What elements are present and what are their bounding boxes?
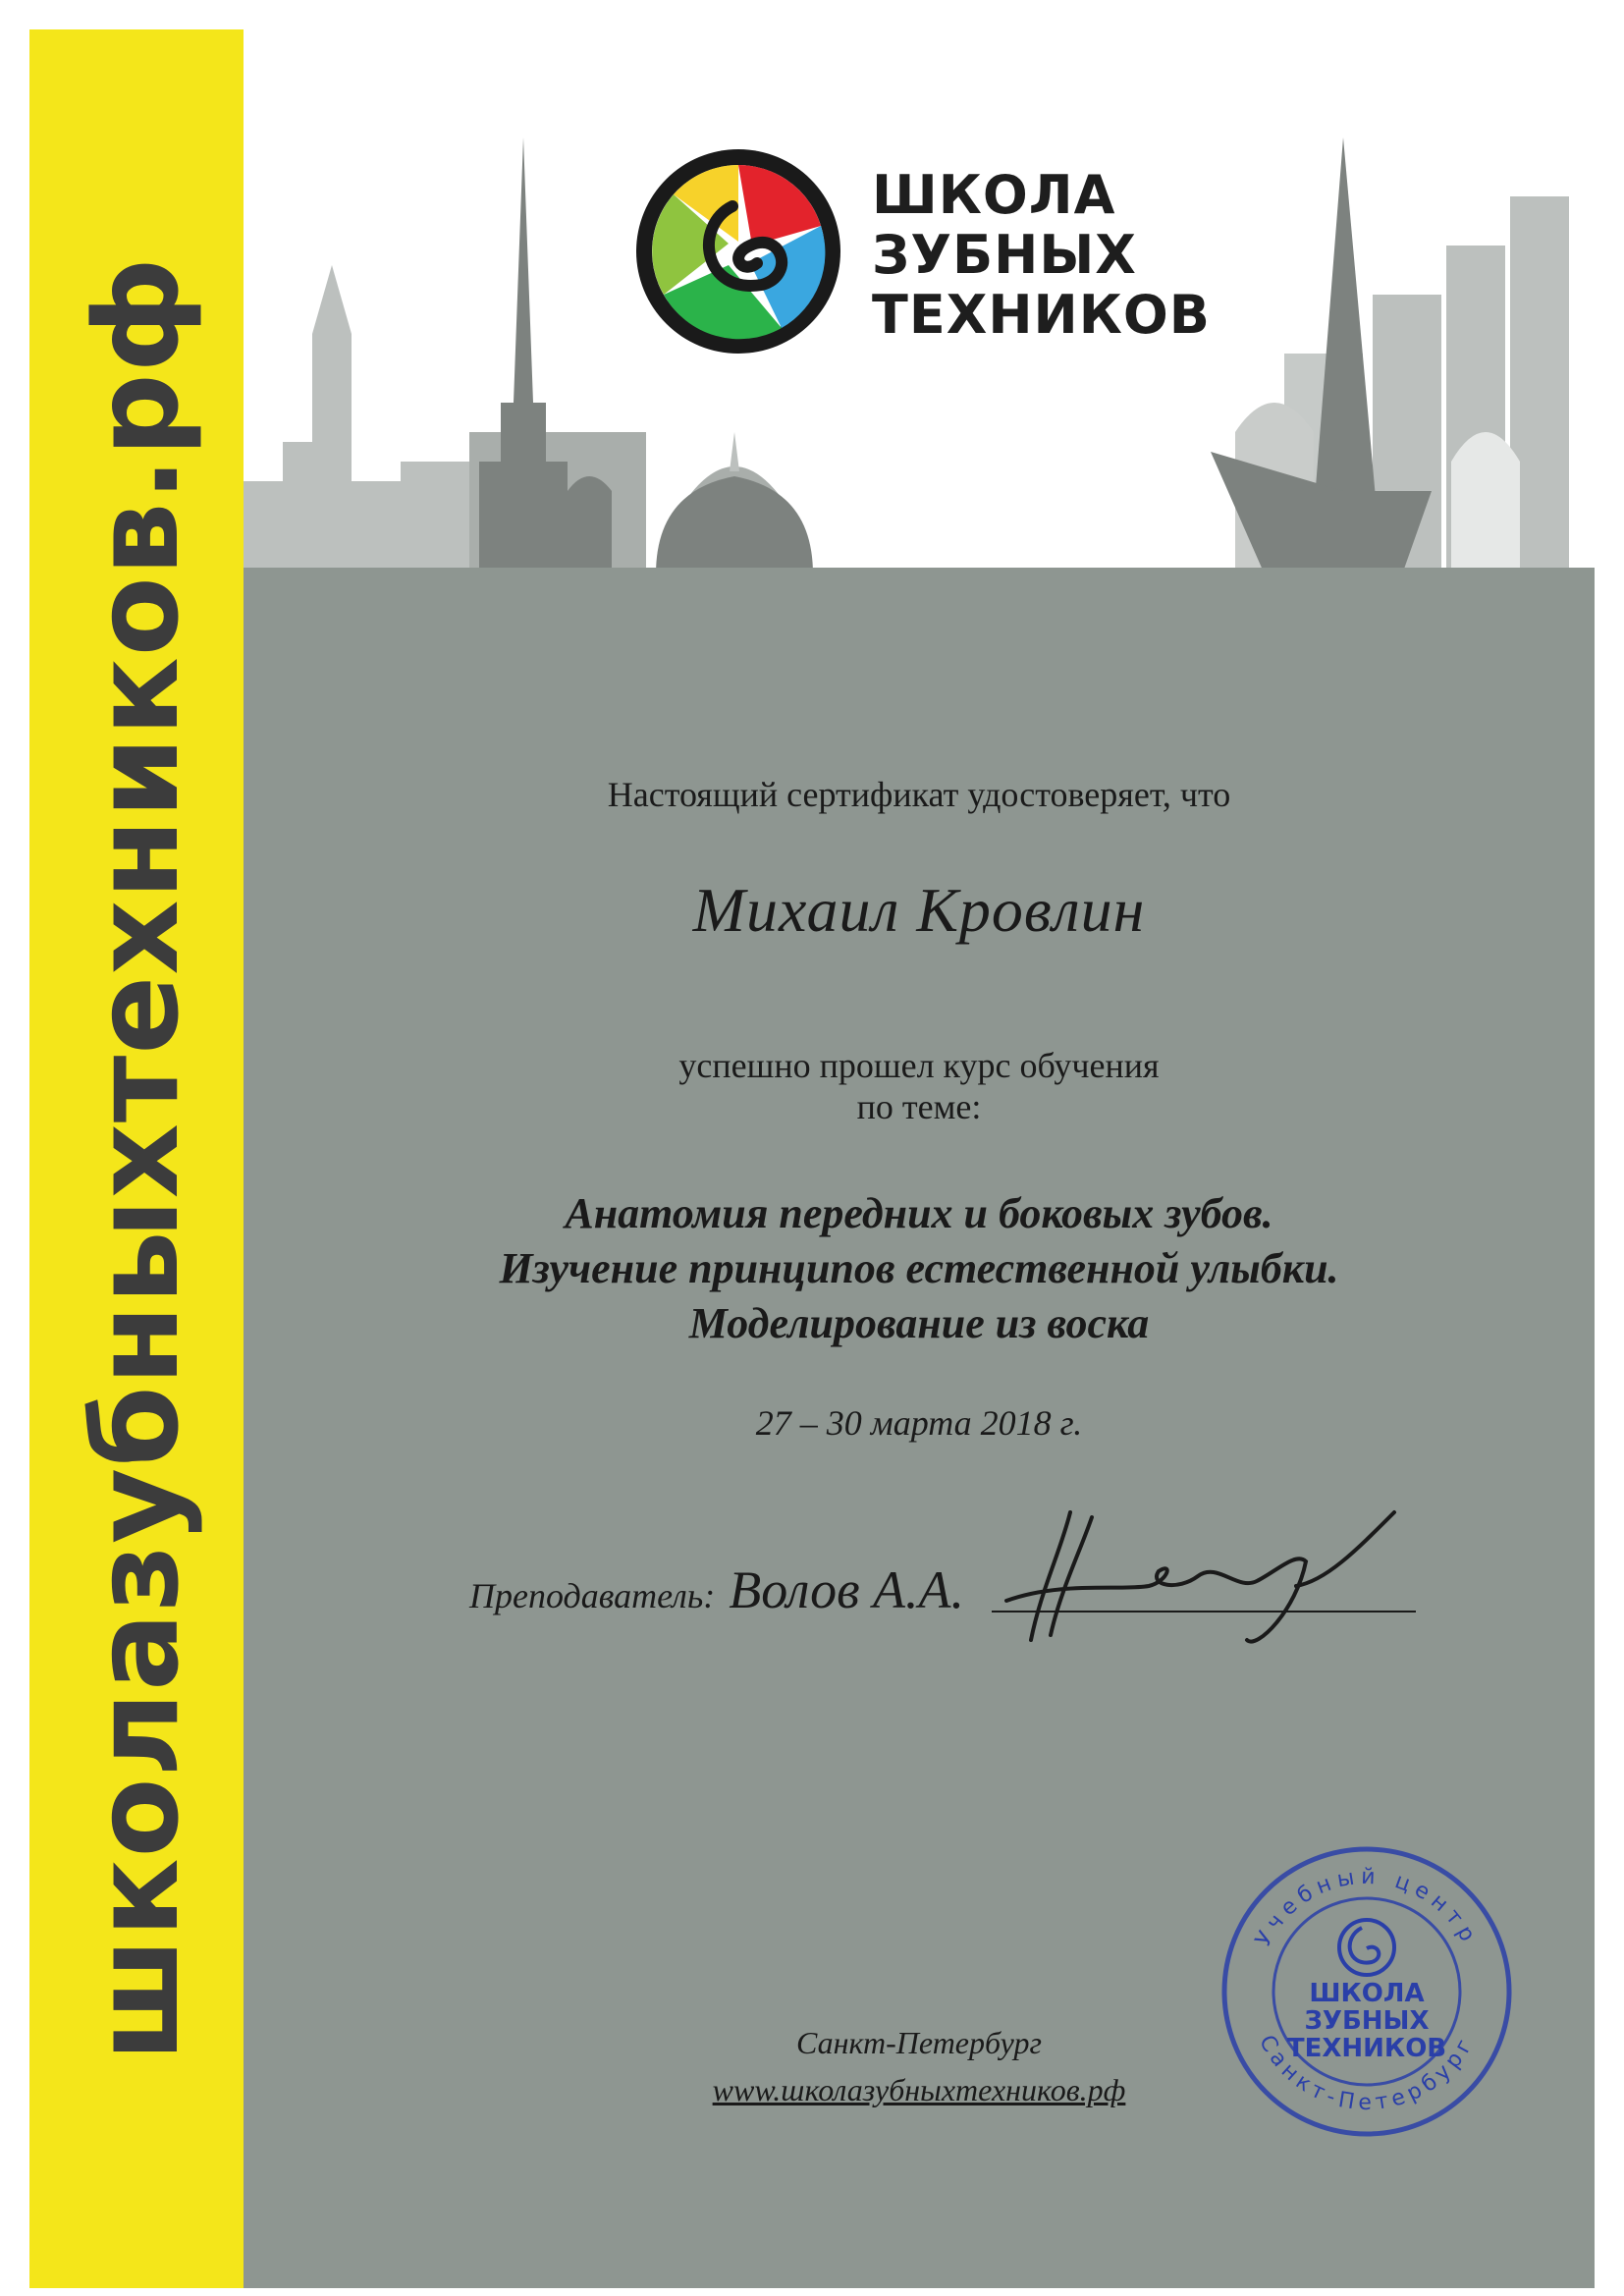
side-band-website-text: школазубныхтехников.рф bbox=[69, 256, 204, 2061]
logo-line-1: ШКОЛА bbox=[872, 164, 1116, 226]
stamp-center-line-1: ШКОЛА bbox=[1309, 1979, 1425, 2008]
stamp-outer-bottom-text: Санкт-Петербург bbox=[1254, 2031, 1480, 2116]
topic-line-1: Анатомия передних и боковых зубов. bbox=[565, 1189, 1273, 1237]
topic-line-2: Изучение принципов естественной улыбки. bbox=[499, 1244, 1339, 1292]
topic-line-3: Моделирование из воска bbox=[688, 1299, 1150, 1347]
svg-text:Учебный центр bbox=[1251, 1865, 1483, 1951]
logo-line-2: ЗУБНЫХ bbox=[872, 224, 1137, 286]
course-line-1: успешно прошел курс обучения bbox=[678, 1046, 1160, 1085]
course-statement bbox=[244, 1045, 1595, 1127]
footer-city: Санкт-Петербург bbox=[796, 2025, 1042, 2060]
stamp-center-line-3: ТЕХНИКОВ bbox=[1286, 2034, 1447, 2063]
teacher-block bbox=[469, 1559, 964, 1620]
stamp-center-line-2: ЗУБНЫХ bbox=[1304, 2006, 1430, 2036]
handwritten-signature bbox=[1001, 1493, 1434, 1660]
teacher-name: Волов А.А. bbox=[729, 1560, 965, 1619]
footer-website-link[interactable]: www.школазубныхтехников.рф bbox=[712, 2072, 1126, 2107]
school-logo-title bbox=[872, 165, 1211, 345]
recipient-name: Михаил Кровлин bbox=[692, 875, 1146, 945]
certificate-intro: Настоящий сертификат удостоверяет, что bbox=[607, 775, 1231, 814]
course-dates: 27 – 30 марта 2018 г. bbox=[755, 1403, 1083, 1443]
school-logo-icon bbox=[634, 147, 842, 355]
teacher-label: Преподаватель: bbox=[469, 1576, 716, 1615]
course-topic bbox=[244, 1186, 1595, 1351]
stamp-outer-top-text: Учебный центр bbox=[1251, 1864, 1483, 1951]
logo-line-3: ТЕХНИКОВ bbox=[872, 284, 1211, 346]
course-line-2: по теме: bbox=[856, 1087, 982, 1126]
